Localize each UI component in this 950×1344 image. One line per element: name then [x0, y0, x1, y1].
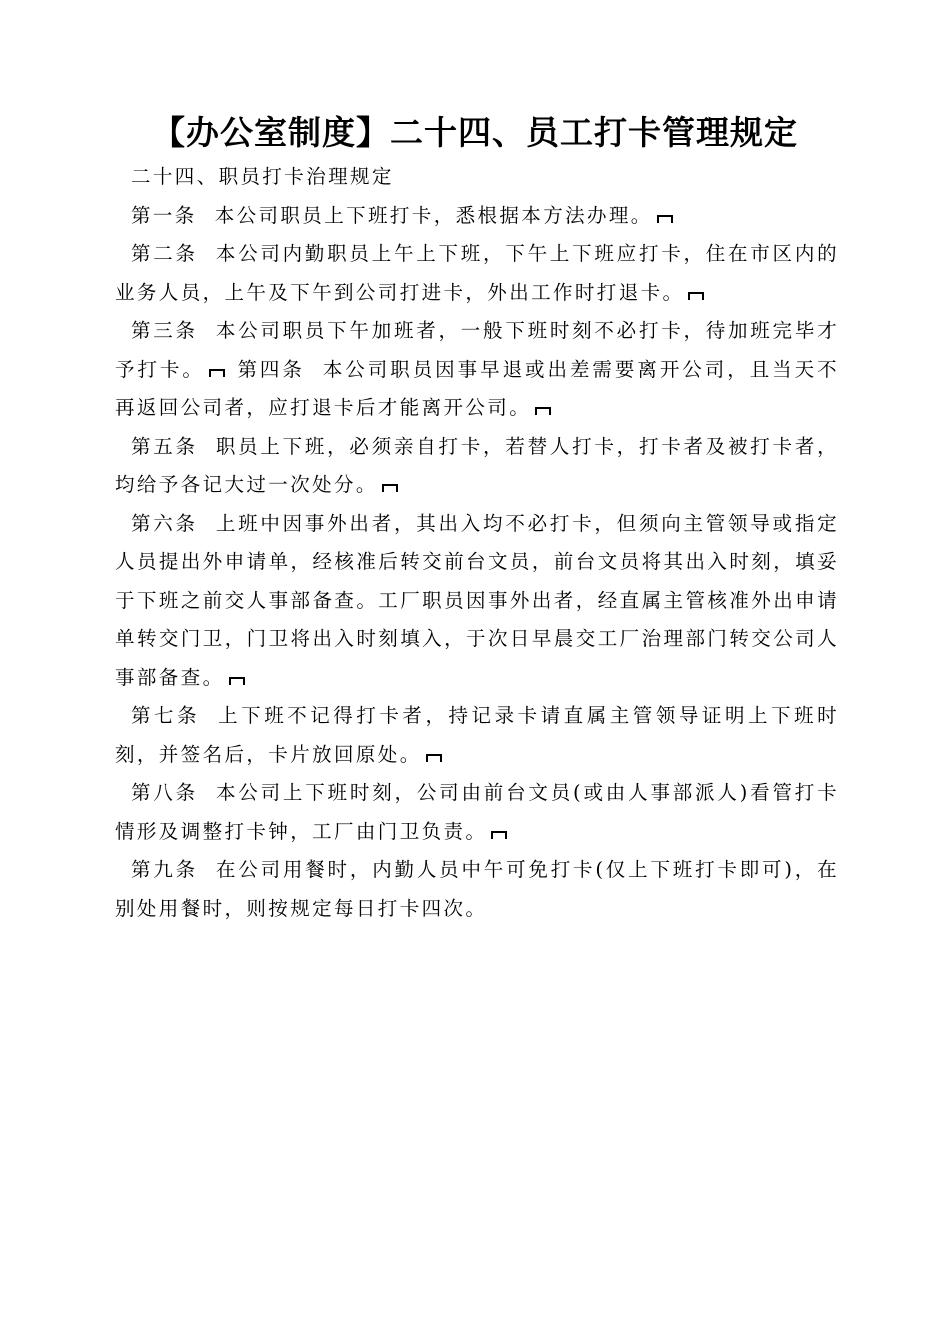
paragraph-mark-icon: [382, 484, 398, 492]
paragraph-mark-icon: [209, 369, 225, 377]
paragraph-mark-icon: [535, 407, 551, 415]
article-label: 第五条: [131, 434, 198, 458]
article-1: [115, 197, 839, 236]
article-label: 第八条: [131, 781, 198, 804]
article-label: 第一条: [131, 203, 197, 227]
document-subtitle: 二十四、职员打卡治理规定: [131, 165, 394, 188]
article-7: [115, 697, 839, 774]
document-title: 【办公室制度】二十四、员工打卡管理规定: [152, 113, 798, 152]
article-9: [115, 851, 839, 928]
article-label: 第四条: [236, 357, 305, 381]
article-label: 第六条: [131, 511, 198, 535]
paragraph-mark-icon: [688, 292, 704, 300]
paragraph-mark-icon: [657, 215, 673, 223]
article-label: 第二条: [131, 242, 198, 265]
article-text: 在公司用餐时，内勤人员中午可免打卡(仅上下班打卡即可)，在别处用餐时，则按规定每日打卡四次。: [115, 858, 839, 920]
article-text: 上下班不记得打卡者，持记录卡请直属主管领导证明上下班时刻，并签名后，卡片放回原处。: [115, 704, 839, 766]
paragraph-mark-icon: [426, 754, 442, 762]
article-3-4: [115, 312, 839, 428]
article-label: 第七条: [131, 704, 201, 727]
article-6: [115, 505, 839, 698]
document-body: [115, 158, 839, 928]
article-text: 本公司职员上下班打卡，悉根据本方法办理。: [214, 203, 653, 227]
article-text: 本公司内勤职员上午上下班，下午上下班应打卡，住在市区内的业务人员，上午及下午到公司打进卡，外出工作时打退卡。: [115, 242, 839, 304]
article-text: 本公司职员下午加班者，一般下班时刻不必打卡，待加班完毕才予打卡。: [115, 319, 839, 381]
article-2: [115, 235, 839, 312]
article-text: 上班中因事外出者，其出入均不必打卡，但须向主管领导或指定人员提出外申请单，经核准后转交前台文员，前台文员将其出入时刻，填妥于下班之前交人事部备查。工厂职员因事外出者，经直属主管核准外出申请单转交门卫，门卫将出入时刻填入，于次日早晨交工厂治理部门转交公司人事部备查。: [115, 511, 839, 689]
article-label: 第三条: [131, 319, 198, 342]
article-text: 职员上下班，必须亲自打卡，若替人打卡，打卡者及被打卡者，均给予各记大过一次处分。: [115, 434, 839, 496]
paragraph-mark-icon: [491, 831, 507, 839]
article-label: 第九条: [131, 858, 198, 881]
article-5: [115, 428, 839, 505]
article-text: 本公司上下班时刻，公司由前台文员(或由人事部派人)看管打卡情形及调整打卡钟，工厂由门卫负责。: [115, 781, 839, 843]
article-8: [115, 774, 839, 851]
article-text: 本公司职员因事早退或出差需要离开公司，且当天不再返回公司者，应打退卡后才能离开公司。: [115, 357, 839, 419]
paragraph-mark-icon: [229, 677, 245, 685]
